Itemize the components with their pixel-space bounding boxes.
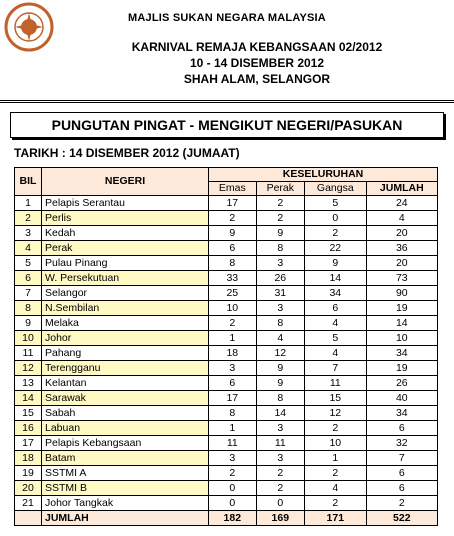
total-label: JUMLAH <box>42 511 209 526</box>
row-emas: 8 <box>209 256 257 271</box>
table-row <box>15 226 438 241</box>
table-row <box>15 496 438 511</box>
row-perak: 2 <box>256 481 304 496</box>
row-perak: 2 <box>256 211 304 226</box>
row-jumlah: 34 <box>366 406 437 421</box>
row-negeri: Melaka <box>42 316 209 331</box>
msn-logo-icon <box>4 2 54 52</box>
row-bil: 8 <box>15 301 42 316</box>
col-bil-header: BIL <box>15 168 42 196</box>
row-jumlah: 6 <box>366 481 437 496</box>
row-perak: 0 <box>256 496 304 511</box>
row-negeri: Selangor <box>42 286 209 301</box>
col-negeri-header: NEGERI <box>42 168 209 196</box>
table-row <box>15 421 438 436</box>
row-negeri: Labuan <box>42 421 209 436</box>
row-perak: 9 <box>256 376 304 391</box>
row-negeri: Pahang <box>42 346 209 361</box>
row-perak: 2 <box>256 466 304 481</box>
row-gangsa: 6 <box>305 301 367 316</box>
table-row <box>15 436 438 451</box>
row-bil: 20 <box>15 481 42 496</box>
row-gangsa: 7 <box>305 361 367 376</box>
row-perak: 8 <box>256 391 304 406</box>
row-emas: 2 <box>209 211 257 226</box>
row-emas: 0 <box>209 481 257 496</box>
row-jumlah: 24 <box>366 196 437 211</box>
row-bil: 1 <box>15 196 42 211</box>
row-gangsa: 4 <box>305 481 367 496</box>
total-gangsa: 171 <box>305 511 367 526</box>
row-jumlah: 2 <box>366 496 437 511</box>
row-negeri: Johor <box>42 331 209 346</box>
table-row <box>15 211 438 226</box>
row-perak: 8 <box>256 316 304 331</box>
row-bil: 14 <box>15 391 42 406</box>
row-jumlah: 19 <box>366 301 437 316</box>
row-emas: 8 <box>209 406 257 421</box>
table-row <box>15 361 438 376</box>
row-jumlah: 10 <box>366 331 437 346</box>
row-bil: 17 <box>15 436 42 451</box>
row-emas: 1 <box>209 421 257 436</box>
row-bil: 7 <box>15 286 42 301</box>
row-negeri: SSTMI B <box>42 481 209 496</box>
row-gangsa: 22 <box>305 241 367 256</box>
row-gangsa: 4 <box>305 346 367 361</box>
row-gangsa: 2 <box>305 496 367 511</box>
row-emas: 18 <box>209 346 257 361</box>
row-negeri: W. Persekutuan <box>42 271 209 286</box>
row-perak: 11 <box>256 436 304 451</box>
row-perak: 8 <box>256 241 304 256</box>
table-row <box>15 391 438 406</box>
row-emas: 10 <box>209 301 257 316</box>
row-gangsa: 10 <box>305 436 367 451</box>
table-row <box>15 196 438 211</box>
row-negeri: Kelantan <box>42 376 209 391</box>
row-gangsa: 15 <box>305 391 367 406</box>
row-bil: 15 <box>15 406 42 421</box>
col-emas-header: Emas <box>209 182 257 196</box>
report-title: PUNGUTAN PINGAT - MENGIKUT NEGERI/PASUKAN <box>10 112 444 138</box>
row-bil: 4 <box>15 241 42 256</box>
row-negeri: Batam <box>42 451 209 466</box>
row-gangsa: 1 <box>305 451 367 466</box>
row-jumlah: 90 <box>366 286 437 301</box>
row-perak: 9 <box>256 361 304 376</box>
row-jumlah: 7 <box>366 451 437 466</box>
row-gangsa: 11 <box>305 376 367 391</box>
row-gangsa: 2 <box>305 466 367 481</box>
row-perak: 26 <box>256 271 304 286</box>
row-gangsa: 4 <box>305 316 367 331</box>
row-gangsa: 5 <box>305 196 367 211</box>
row-perak: 3 <box>256 451 304 466</box>
row-negeri: Terengganu <box>42 361 209 376</box>
table-row <box>15 316 438 331</box>
row-emas: 17 <box>209 391 257 406</box>
row-perak: 2 <box>256 196 304 211</box>
row-jumlah: 20 <box>366 256 437 271</box>
row-perak: 4 <box>256 331 304 346</box>
row-emas: 33 <box>209 271 257 286</box>
table-row <box>15 466 438 481</box>
row-gangsa: 9 <box>305 256 367 271</box>
table-row <box>15 241 438 256</box>
table-row <box>15 256 438 271</box>
row-negeri: Perlis <box>42 211 209 226</box>
col-perak-header: Perak <box>256 182 304 196</box>
row-bil: 16 <box>15 421 42 436</box>
total-jumlah: 522 <box>366 511 437 526</box>
total-bil <box>15 511 42 526</box>
row-bil: 5 <box>15 256 42 271</box>
table-row <box>15 406 438 421</box>
row-jumlah: 32 <box>366 436 437 451</box>
divider-line <box>0 102 454 103</box>
row-emas: 17 <box>209 196 257 211</box>
row-emas: 2 <box>209 316 257 331</box>
row-jumlah: 40 <box>366 391 437 406</box>
event-dates: 10 - 14 DISEMBER 2012 <box>189 56 325 70</box>
row-negeri: Perak <box>42 241 209 256</box>
row-negeri: Pulau Pinang <box>42 256 209 271</box>
row-negeri: Kedah <box>42 226 209 241</box>
row-jumlah: 73 <box>366 271 437 286</box>
row-bil: 12 <box>15 361 42 376</box>
row-gangsa: 5 <box>305 331 367 346</box>
col-jumlah-header: JUMLAH <box>366 182 437 196</box>
row-gangsa: 14 <box>305 271 367 286</box>
row-perak: 3 <box>256 301 304 316</box>
table-row <box>15 301 438 316</box>
row-jumlah: 6 <box>366 466 437 481</box>
medal-table <box>14 167 438 526</box>
row-bil: 10 <box>15 331 42 346</box>
total-row <box>15 511 438 526</box>
organization-name: MAJLIS SUKAN NEGARA MALAYSIA <box>128 12 326 24</box>
row-jumlah: 4 <box>366 211 437 226</box>
table-row <box>15 271 438 286</box>
row-perak: 9 <box>256 226 304 241</box>
row-bil: 3 <box>15 226 42 241</box>
row-bil: 9 <box>15 316 42 331</box>
row-perak: 3 <box>256 256 304 271</box>
event-title: KARNIVAL REMAJA KEBANGSAAN 02/2012 <box>131 40 383 54</box>
total-perak: 169 <box>256 511 304 526</box>
table-row <box>15 481 438 496</box>
col-gangsa-header: Gangsa <box>305 182 367 196</box>
row-negeri: Johor Tangkak <box>42 496 209 511</box>
row-bil: 13 <box>15 376 42 391</box>
row-emas: 3 <box>209 361 257 376</box>
row-bil: 21 <box>15 496 42 511</box>
row-gangsa: 34 <box>305 286 367 301</box>
row-jumlah: 20 <box>366 226 437 241</box>
row-emas: 0 <box>209 496 257 511</box>
row-gangsa: 12 <box>305 406 367 421</box>
row-negeri: Sarawak <box>42 391 209 406</box>
row-bil: 11 <box>15 346 42 361</box>
col-group-header: KESELURUHAN <box>209 168 438 182</box>
row-jumlah: 6 <box>366 421 437 436</box>
row-bil: 2 <box>15 211 42 226</box>
divider-line <box>0 100 454 101</box>
row-emas: 6 <box>209 376 257 391</box>
row-emas: 9 <box>209 226 257 241</box>
row-negeri: Pelapis Kebangsaan <box>42 436 209 451</box>
table-row <box>15 451 438 466</box>
row-bil: 18 <box>15 451 42 466</box>
table-row <box>15 286 438 301</box>
row-bil: 6 <box>15 271 42 286</box>
report-date: TARIKH : 14 DISEMBER 2012 (JUMAAT) <box>14 146 240 160</box>
row-perak: 14 <box>256 406 304 421</box>
row-emas: 1 <box>209 331 257 346</box>
row-bil: 19 <box>15 466 42 481</box>
table-row <box>15 346 438 361</box>
row-emas: 3 <box>209 451 257 466</box>
total-emas: 182 <box>209 511 257 526</box>
row-gangsa: 0 <box>305 211 367 226</box>
row-perak: 31 <box>256 286 304 301</box>
row-jumlah: 36 <box>366 241 437 256</box>
row-negeri: Pelapis Serantau <box>42 196 209 211</box>
event-venue: SHAH ALAM, SELANGOR <box>183 72 331 86</box>
row-negeri: SSTMI A <box>42 466 209 481</box>
row-emas: 2 <box>209 466 257 481</box>
row-jumlah: 19 <box>366 361 437 376</box>
row-emas: 25 <box>209 286 257 301</box>
row-emas: 11 <box>209 436 257 451</box>
row-perak: 3 <box>256 421 304 436</box>
row-gangsa: 2 <box>305 421 367 436</box>
row-jumlah: 34 <box>366 346 437 361</box>
table-row <box>15 331 438 346</box>
row-emas: 6 <box>209 241 257 256</box>
row-jumlah: 14 <box>366 316 437 331</box>
row-perak: 12 <box>256 346 304 361</box>
table-row <box>15 376 438 391</box>
row-jumlah: 26 <box>366 376 437 391</box>
row-negeri: N.Sembilan <box>42 301 209 316</box>
row-gangsa: 2 <box>305 226 367 241</box>
row-negeri: Sabah <box>42 406 209 421</box>
